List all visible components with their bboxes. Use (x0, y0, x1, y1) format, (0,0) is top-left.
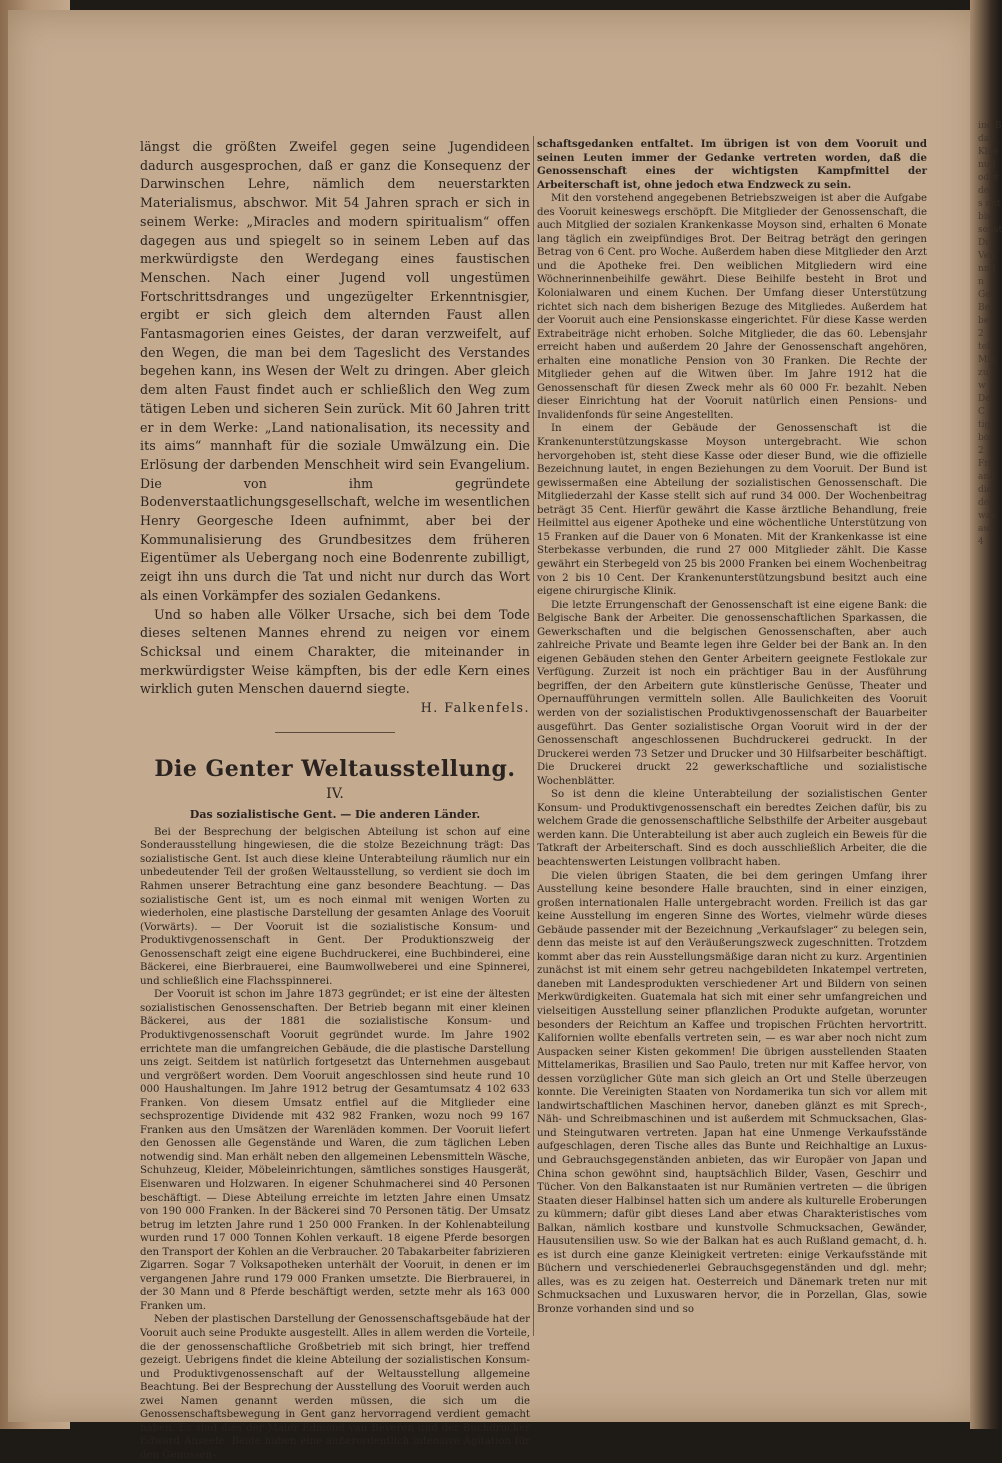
obituary-paragraph: Und so haben alle Völker Ursache, sich bei dem Tode dieses seltenen Mannes ehrend zu neigen vor einem Schicksal und einem Charakter, die miteinander in merkwürdigster Weise kämpften, bis der edle Kern eines wirklich guten Menschen dauernd siegte. (140, 606, 530, 697)
next-page-fragment: nnd (978, 264, 996, 274)
article-paragraph: Neben der plastischen Darstellung der Genossenschaftsgebäude hat der Vooruit auch seine Produkte ausgestellt. Alles in allem werden die Vorteile, die der genossenschaftliche Großbetrieb mit sich bringt, hier treffend gezeigt. Uebrigens findet die kleine Abteilung der sozialistischen Konsum- und Produktivgenossenschaft auf der Weltausstellung allgemeine Beachtung. Bei der Besprechung der Ausstellung des Vooruit werden auch zwei Namen genannt werden müssen, die sich um die Genossenschaftsbewegung in Gent ganz hervorragend verdient gemacht haben. Es sind dies der Maler Edmond van Beveren und der Buchdrucker Edward Anseele. Beide haben eine außerordentlich intensive Agitation für den Genossen- (140, 1314, 530, 1461)
article-paragraph: Bei der Besprechung der belgischen Abteilung ist schon auf eine Sonderausstellung hingewiesen, die die stolze Bezeichnung trägt: Das sozialistische Gent. Ist auch diese kleine Unterabteilung räumlich nur ein unbedeutender Teil der großen Weltausstellung, so verdient sie doch im Rahmen unserer Betrachtung eine ganz besondere Beachtung. — Das sozialistische Gent ist, um es noch einmal mit wenigen Worten zu wiederholen, eine plastische Darstellung der gesamten Anlage des Vooruit (Vorwärts). — Der Vooruit ist die sozialistische Konsum- und Produktivgenossenschaft in Gent. Der Produktionszweig der Genossenschaft zeigt eine eigene Buchdruckerei, eine Buchbinderei, eine Bäckerei, eine Bierbrauerei, eine Baumwollweberei und eine Spinnerei, und schließlich eine Flachsspinnerei. (140, 826, 530, 987)
next-page-fragment: Di (978, 238, 989, 248)
article-subtitle: Das sozialistische Gent. — Die anderen Länder. (189, 807, 481, 821)
obituary-paragraph: längst die größten Zweifel gegen seine Jugendideen dadurch ausgesprochen, daß er ganz die Konsequenz der Darwinschen Lehre, nämlich dem neuerstarkten Materialismus, abschwor. Mit 54 Jahren sprach er sich in seinem Werke: „Miracles and modern spiritualism“ offen dagegen aus und spiegelt so in seinem Leben auf das merkwürdigste den Werdegang eines faustischen Menschen. Nach einer Jugend voll ungestümen Fortschrittsdranges und ungezügelter Erkenntnisgier, ergibt er sich gleich dem alternden Faust allen Fantasmagorien eines Geistes, der daran verzweifelt, auf den Wegen, die man bei dem Tageslicht des Verstandes begehen kann, ins Wesen der Welt zu dringen. Aber gleich dem alten Faust findet auch er schließlich den Weg zum tätigen Leben und sicheren Sein zurück. Mit 60 Jahren tritt er in dem Werke: „Land nationalisation, its necessity and its aims“ mannhaft für die soziale Umwälzung ein. Die Erlösung der darbenden Menschheit wird sein Evangelium. Die von ihm gegründete Bodenverstaatlichungsgesellschaft, welche im wesentlichen Henry Georgesche Ideen aufnimmt, aber bei der Kommunalisierung des Grundbesitzes dem früheren Eigentümer als Uebergang noch eine Bodenrente zubilligt, zeigt ihn uns durch die Tat und nicht nur durch das Wort als einen Vorkämpfer des sozialen Gedankens. (140, 139, 530, 603)
article-paragraph: Die vielen übrigen Staaten, die bei dem geringen Umfang ihrer Ausstellung keine besondere Halle brauchten, sind in einer einzigen, großen internationalen Halle untergebracht worden. Freilich ist das gar keine Ausstellung im engeren Sinne des Wortes, vielmehr würde dieses Gebäude passender mit der Bezeichnung „Verkaufslager“ zu belegen sein, denn das meiste ist auf den Veräußerungszweck zugeschnitten. Trotzdem kommt aber das rein Ausstellungsmäßige daran nicht zu kurz. Argentinien zunächst ist mit einem sehr getreu nachgebildeten Inkatempel vertreten, daneben mit Landesprodukten verschiedener Art und Bildern von seinen Merkwürdigkeiten. Guatemala hat sich mit einer sehr umfangreichen und vielseitigen Ausstellung seiner pflanzlichen Produkte aufgetan, worunter besonders der Reichtum an Kaffee und tropischen Früchten hervortritt. Kalifornien wollte ebenfalls vertreten sein, — es war aber noch nicht zum Auspacken seiner Kisten gekommen! Die übrigen ausstellenden Staaten Mittelamerikas, Brasilien und Sao Paulo, treten nur mit Kaffee hervor, von dessen vorzüglicher Güte man sich gleich an Ort und Stelle überzeugen konnte. Die Vereinigten Staaten von Nordamerika tun sich vor allem mit landwirtschaftlichen Maschinen hervor, daneben glänzt es mit Sprech-, Näh- und Schreibmaschinen und ist außerdem mit Schmucksachen, Glas- und Steingutwaren vertreten. Japan hat eine Unmenge Verkaufsstände aufgeschlagen, deren Tische alles das Bunte und Reichhaltige an Luxus- und Gebrauchsgegenständen anbieten, das wir Europäer von Japan und China schon gewöhnt sind, hauptsächlich Bilder, Vasen, Geschirr und Tücher. Von den Balkanstaaten ist nur Rumänien vertreten — die übrigen Staaten dieser Halbinsel hatten sich um andere als kulturelle Eroberungen zu kümmern; dafür gibt dieses Land aber etwas Charakteristisches vom Balkan, nämlich kostbare und kunstvolle Schmucksachen, Gewänder, Hausutensilien usw. So wie der Balkan hat es auch Rußland gemacht, d. h. es ist durch eine ganze Kleinigkeit vertreten: einige Verkaufsstände mit Büchern und verschiedenerlei Gebrauchsgegenständen und dgl. mehr; alles, was es zu zeigen hat. Oesterreich und Dänemark treten nur mit Schmucksachen und Luxuswaren hervor, die in Porzellan, Glas, sowie Bronze vorhanden sind und so (537, 870, 927, 1316)
next-page-edge (978, 120, 1000, 1320)
next-page-fragment: tig (978, 420, 991, 430)
next-page-fragment: der (978, 186, 994, 196)
right-column (537, 138, 927, 1343)
article-paragraph: Mit den vorstehend angegebenen Betriebszweigen ist aber die Aufgabe des Vooruit keineswegs erschöpft. Die Mitglieder der Genossenschaft, die auch Mitglied der sozialen Krankenkasse Moyson sind, erhalten 6 Monate lang täglich ein zweipfündiges Brot. Der Beitrag beträgt den geringen Betrag von 6 Cent. pro Woche. Außerdem haben diese Mitglieder den Arzt und die Apotheke frei. Den weiblichen Mitgliedern wird eine Wöchnerinnenbeihilfe gewährt. Diese Beihilfe besteht in Brot und Kolonialwaren und einem Kuchen. Der Umfang dieser Unterstützung richtet sich nach dem bisherigen Bezuge des Mitgliedes. Außerdem hat der Vooruit auch eine Pensionskasse eingerichtet. Für diese Kasse werden Extrabeiträge nicht erhoben. Solche Mitglieder, die das 60. Lebensjahr erreicht haben und außerdem 20 Jahre der Genossenschaft angehören, erhalten eine monatliche Pension von 30 Franken. Die Rechte der Mitglieder gehen auf die Witwen über. Im Jahre 1912 hat die Genossenschaft für diesen Zweck mehr als 60 000 Fr. bezahlt. Neben dieser Einrichtung hat der Vooruit natürlich einen Pensions- und Invalidenfonds für seine Angestellten. (537, 193, 927, 421)
column-divider (533, 136, 534, 1336)
next-page-fragment: aus (978, 524, 994, 534)
next-page-fragment: Bei (978, 303, 993, 313)
next-page-fragment: De (978, 394, 991, 404)
next-page-fragment: der (978, 498, 994, 508)
next-page-fragment: bis (978, 212, 992, 222)
next-page-fragment: oder (978, 173, 999, 183)
next-page-fragment: Ge (978, 290, 991, 300)
article-paragraph: schaftsgedanken entfaltet. Im übrigen ist von dem Vooruit und seinen Leuten immer der Gedanke vertreten worden, daß die Genossenschaft eines der wichtigsten Kampfmittel der Arbeiterschaft ist, ohne jedoch etwa Endzweck zu sein. (537, 138, 927, 191)
next-page-fragment: 4 (978, 537, 984, 547)
next-page-fragment: sonst (978, 225, 1002, 235)
article-paragraph: Die letzte Errungenschaft der Genossenschaft ist eine eigene Bank: die Belgische Bank der Arbeiter. Die genossenschaftlichen Sparkassen, die Gewerkschaften und die belgischen Genossenschaften, aber auch zahlreiche Private und Beamte legen ihre Gelder bei der Bank an. In den eigenen Gebäuden stehen den Genter Arbeitern geeignete Festlokale zur Verfügung. Zurzeit ist noch ein prächtiger Bau in der Ausführung begriffen, der den Arbeitern gute künstlerische Genüsse, Theater und Opernaufführungen vermitteln sollen. Alle Baulichkeiten des Vooruit werden von der sozialistischen Produktivgenossenschaft der Bauarbeiter ausgeführt. Das Genter sozialistische Organ Vooruit wird in der der Genossenschaft angeschlossenen Buchdruckerei gedruckt. In der Druckerei werden 73 Setzer und Drucker und 30 Hilfsarbeiter beschäftigt. Die Druckerei druckt 22 gewerkschaftliche und sozialistische Wochenblätter. (537, 599, 927, 787)
section-divider (275, 732, 395, 733)
next-page-fragment: and (978, 472, 995, 482)
article-headline: Die Genter Weltausstellung. (154, 755, 516, 782)
next-page-fragment: nug (978, 160, 996, 170)
next-page-fragment: tell (978, 342, 993, 352)
next-page-fragment: zu (978, 368, 989, 378)
obituary-continuation (140, 138, 530, 718)
left-column (140, 138, 530, 1461)
article-paragraph: In einem der Gebäude der Genossenschaft ist die Krankenunterstützungskasse Moyson untergebracht. Wie schon hervorgehoben ist, steht diese Kasse oder dieser Bund, wie die offizielle Bezeichnung lautet, in engen Beziehungen zu dem Vooruit. Der Bund ist gewissermaßen eine Abteilung der sozialistischen Genossenschaft. Die Mitgliederzahl der Kasse stellt sich auf rund 34 000. Der Wochenbeitrag beträgt 35 Cent. Hierfür gewährt die Kasse ärztliche Behandlung, freie Heilmittel aus eigener Apotheke und eine wöchentliche Unterstützung von 15 Franken auf die Dauer von 6 Monaten. Mit der Krankenkasse ist eine Sterbekasse verbunden, die rund 27 000 Mitglieder zählt. Die Kasse gewährt ein Sterbegeld von 25 bis 2000 Franken bei einem Wochenbeitrag von 2 bis 10 Cent. Der Krankenunterstützungsbund besitzt auch eine eigene chirurgische Klinik. (537, 423, 927, 598)
next-page-fragment: w (978, 381, 986, 391)
next-page-fragment: be (978, 316, 990, 326)
next-page-fragment: n (978, 277, 984, 287)
next-page-fragment: s mit (978, 199, 1001, 209)
next-page-fragment: 2 (978, 329, 984, 339)
author-signature: H. Falkenfels. (420, 700, 530, 716)
next-page-fragment: die (978, 485, 992, 495)
article-paragraph: So ist denn die kleine Unterabteilung der sozialistischen Genter Konsum- und Produktivgenossenschaft ein beredtes Zeichen dafür, bis zu welchem Grade die genossenschaftliche Selbsthilfe der Arbeiter ausgebaut werden kann. Die Unterabteilung ist aber auch zugleich ein Beweis für die Tatkraft der Arbeiterschaft. Sind es doch ausschließlich Arbeiter, die die beachtenswerten Leistungen vollbracht haben. (537, 789, 927, 868)
next-page-fragment: bor (978, 433, 994, 443)
next-page-fragment: C (978, 407, 985, 417)
article-paragraph: Der Vooruit ist schon im Jahre 1873 gegründet; er ist eine der ältesten sozialistischen Genossenschaften. Der Betrieb begann mit einer kleinen Bäckerei, aus der 1881 die sozialistische Konsum- und Produktivgenossenschaft Vooruit gegründet wurde. Im Jahre 1902 errichtete man die umfangreichen Gebäude, die die plastische Darstellung uns zeigt. Seitdem ist natürlich fortgesetzt das Unternehmen ausgebaut und vergrößert worden. Dem Vooruit angeschlossen sind heute rund 10 000 Haushaltungen. Im Jahre 1912 betrug der Gesamtumsatz 4 102 633 Franken. Von diesem Umsatz entfiel auf die Mitglieder eine sechsprozentige Dividende mit 432 982 Franken, wozu noch 99 167 Franken aus den Umsätzen der Warenläden kommen. Der Vooruit liefert den Genossen alle Gegenstände und Waren, die zum täglichen Leben notwendig sind. Man erhält neben den allgemeinen Lebensmitteln Wäsche, Schuhzeug, Kleider, Möbeleinrichtungen, sämtliches sonstiges Hausgerät, Eisenwaren und Holzwaren. In eigener Schuhmacherei sind 40 Personen beschäftigt. — Diese Abteilung erreichte im letzten Jahre einen Umsatz von 190 000 Franken. In der Bäckerei sind 70 Personen tätig. Der Umsatz betrug im letzten Jahre rund 1 250 000 Franken. In der Kohlenabteilung wurden rund 17 000 Tonnen Kohlen verkauft. 18 eigene Pferde besorgen den Transport der Kohlen an die Verbraucher. 20 Tabakarbeiter fabrizieren Zigarren. Sogar 7 Volksapotheken unterhält der Vooruit, in denen er im vergangenen Jahre rund 179 000 Franken umsetzte. Die Bierbrauerei, in der 30 Mann und 8 Pferde beschäftigt werden, setzte mehr als 163 000 Franken um. (140, 989, 530, 1312)
next-page-fragment: daß (978, 134, 996, 144)
next-page-fragment: was (978, 511, 996, 521)
next-page-fragment: Kloe (978, 147, 999, 157)
next-page-fragment: Ven (978, 251, 995, 261)
next-page-fragment: Fra (978, 459, 994, 469)
article-part-number: IV. (326, 785, 344, 802)
next-page-fragment: 2 (978, 446, 984, 456)
next-page-fragment: ine B (978, 121, 1002, 131)
next-page-fragment: Min (978, 355, 996, 365)
